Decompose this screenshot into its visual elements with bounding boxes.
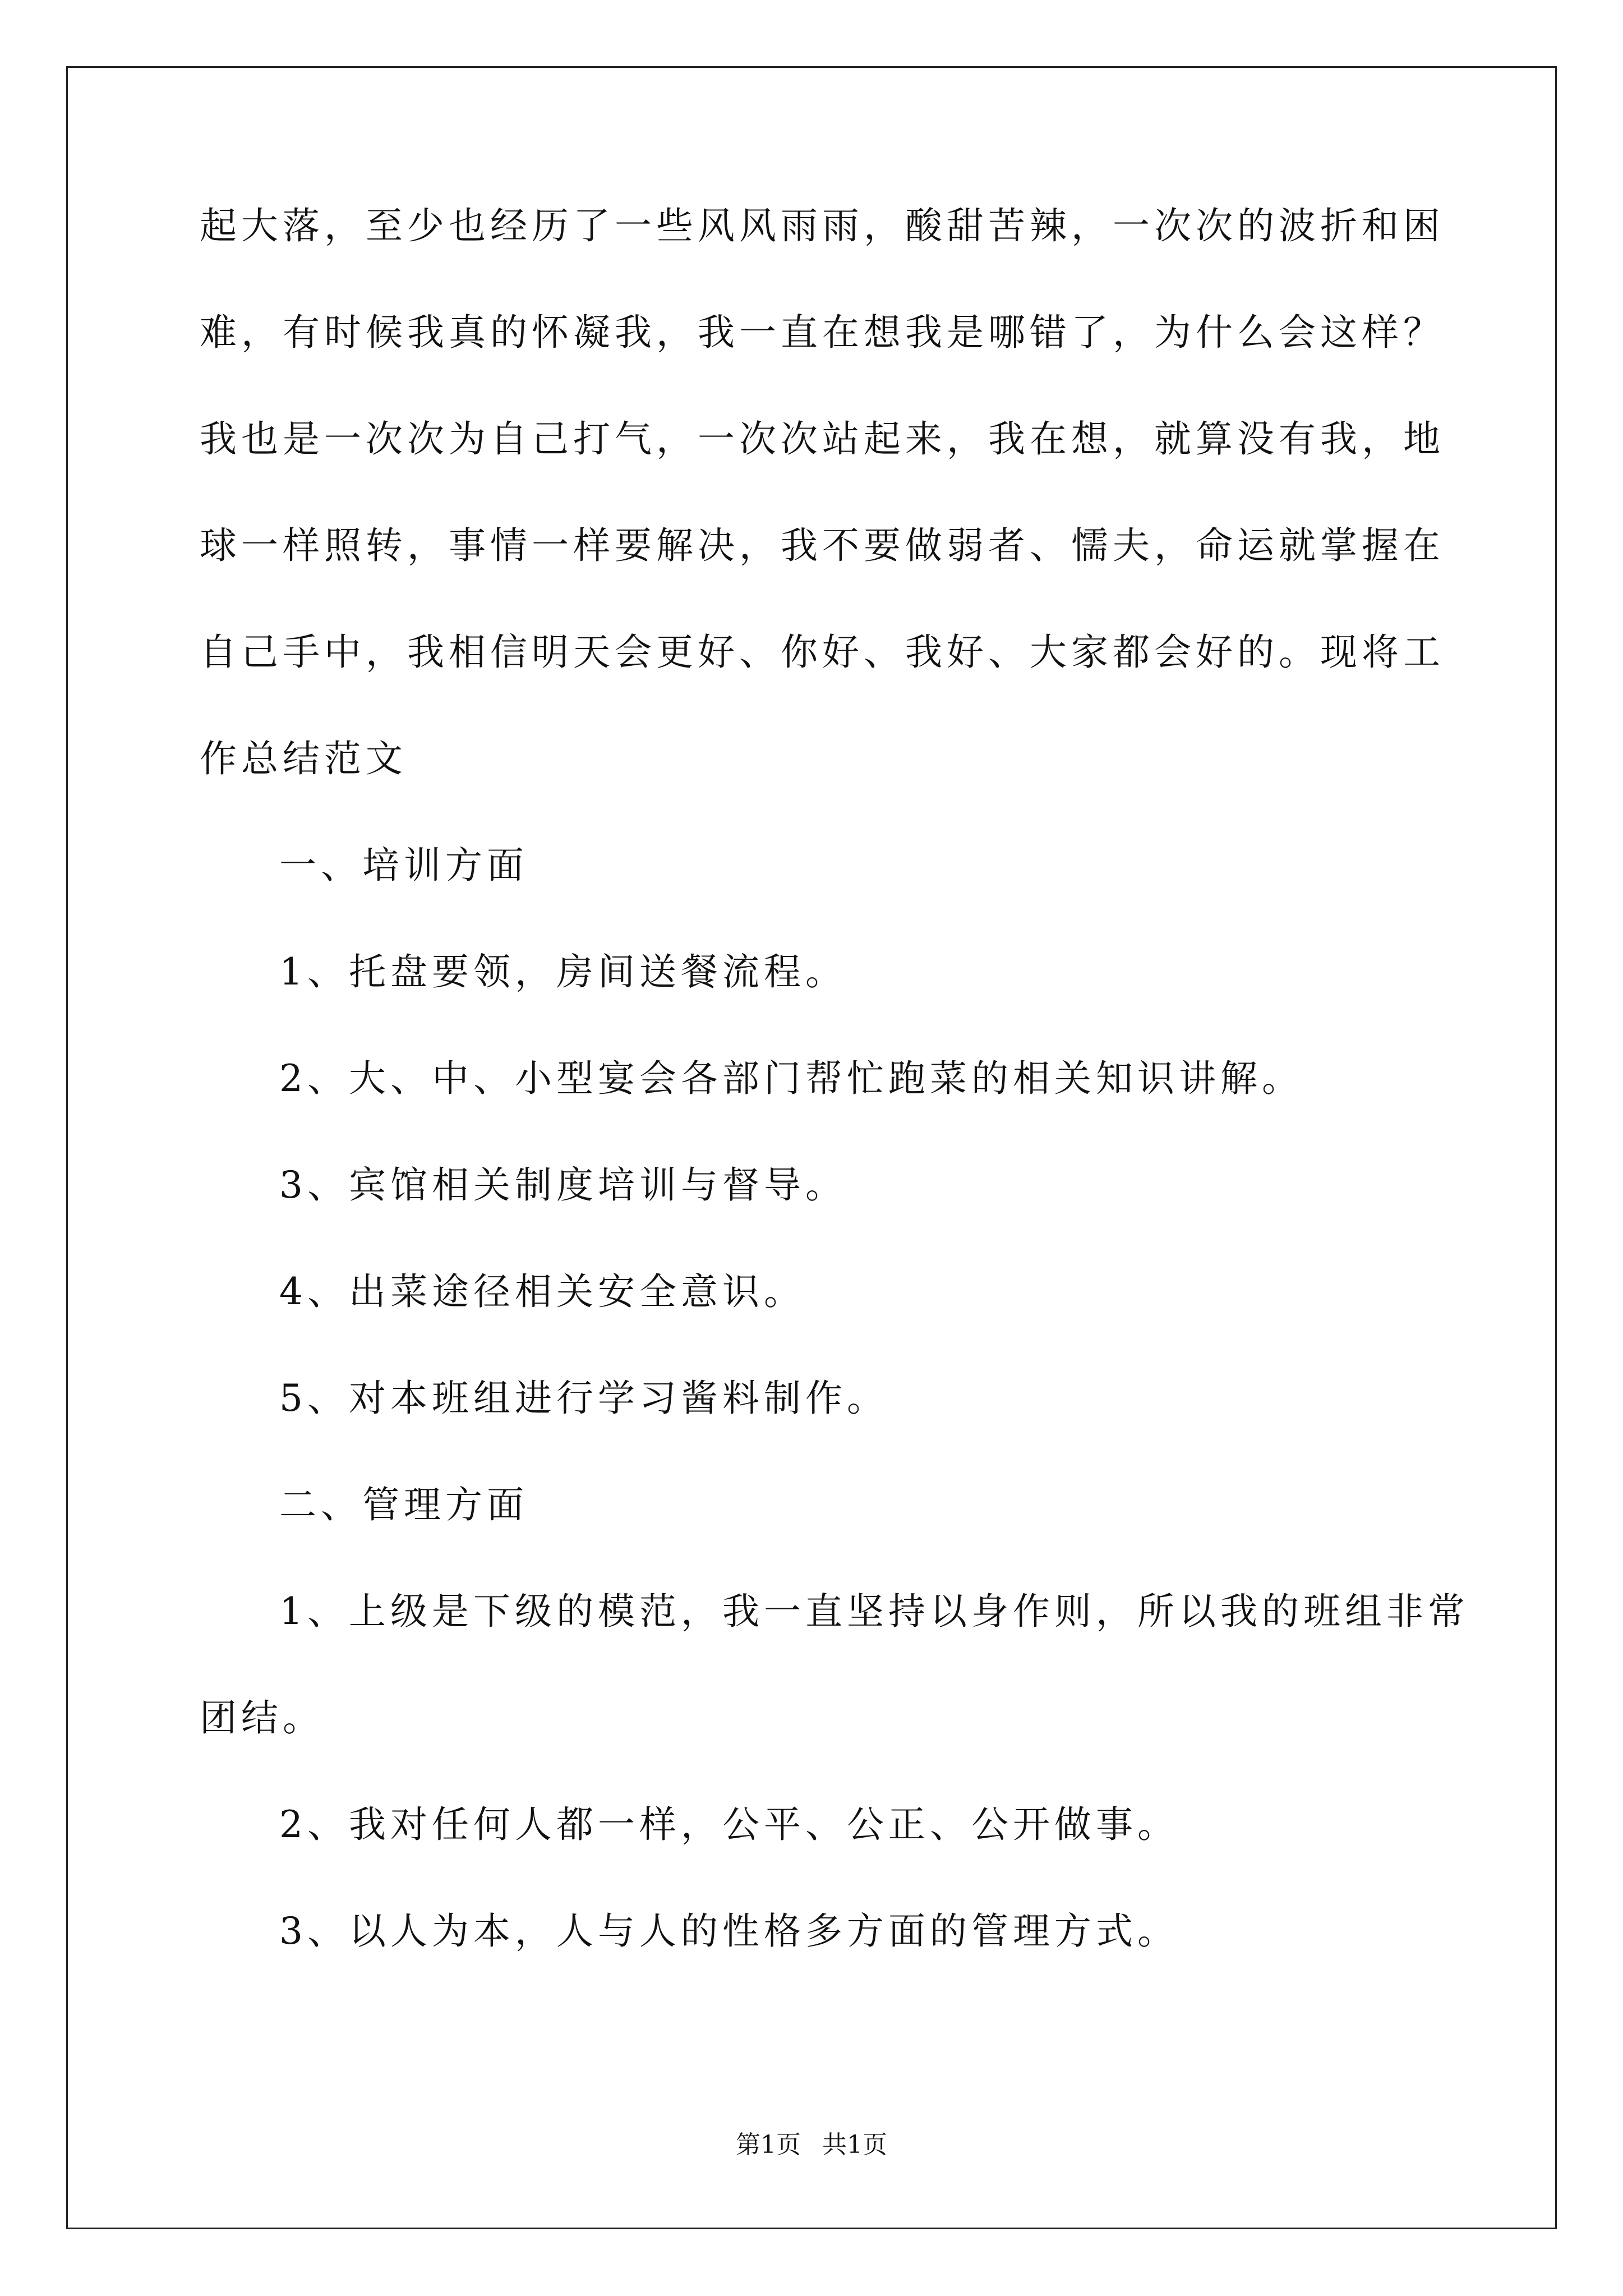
list-item: 2、我对任何人都一样，公平、公正、公开做事。 xyxy=(279,1803,1179,1846)
list-item: 5、对本班组进行学习酱料制作。 xyxy=(279,1377,888,1420)
list-item: 3、宾馆相关制度培训与督导。 xyxy=(279,1163,847,1207)
section-heading-training: 一、培训方面 xyxy=(279,844,528,887)
list-item: 2、大、中、小型宴会各部门帮忙跑菜的相关知识讲解。 xyxy=(279,1057,1303,1100)
page-footer xyxy=(0,2133,1623,2157)
list-item: 1、托盘要领，房间送餐流程。 xyxy=(279,950,847,993)
paragraph-line: 自己手中，我相信明天会更好、你好、我好、大家都会好的。现将工 xyxy=(200,631,1445,674)
list-item: 1、上级是下级的模范，我一直坚持以身作则，所以我的班组非常 xyxy=(279,1590,1469,1633)
document-body xyxy=(200,204,1469,2019)
page-number: 第1页 xyxy=(736,2131,801,2159)
section-heading-management: 二、管理方面 xyxy=(279,1483,528,1526)
paragraph-line: 难，有时候我真的怀凝我，我一直在想我是哪错了，为什么会这样？ xyxy=(200,311,1445,354)
list-item-continuation: 团结。 xyxy=(200,1696,324,1740)
page-total: 共1页 xyxy=(822,2131,887,2159)
list-item: 4、出菜途径相关安全意识。 xyxy=(279,1270,805,1313)
paragraph-line: 我也是一次次为自己打气，一次次站起来，我在想，就算没有我，地 xyxy=(200,417,1445,461)
list-item: 3、以人为本，人与人的性格多方面的管理方式。 xyxy=(279,1910,1179,1953)
paragraph-line: 作总结范文 xyxy=(200,737,407,780)
paragraph-line: 起大落，至少也经历了一些风风雨雨，酸甜苦辣，一次次的波折和困 xyxy=(200,204,1445,247)
paragraph-line: 球一样照转，事情一样要解决，我不要做弱者、懦夫，命运就掌握在 xyxy=(200,524,1445,567)
